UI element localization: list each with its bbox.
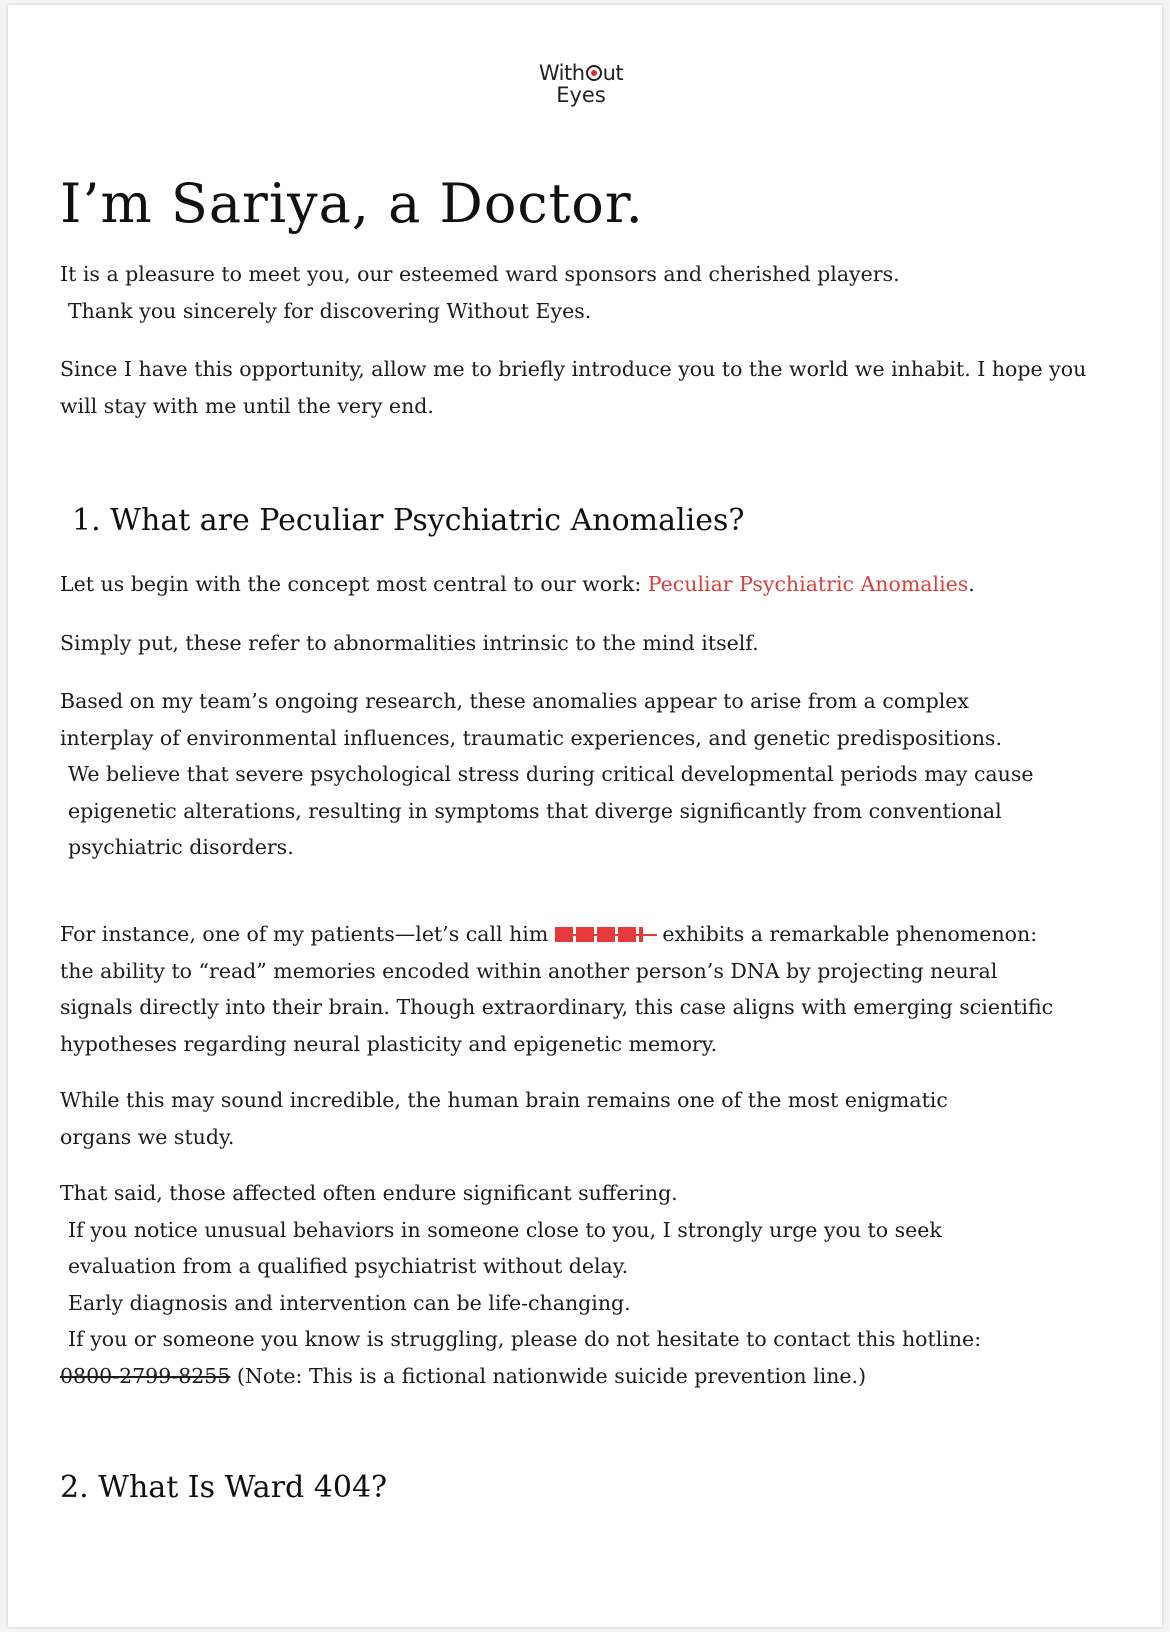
section-1-paragraph-4: For instance, one of my patients—let’s call him exhibits a remarkable phenomenon: the ability to “read” memories encoded within another person’s DNA by projecting neural signals directly into their brain. Though extraordinary, this case aligns with emerging scientific hypotheses regarding neural plasticity and epigenetic memory.: [60, 922, 1054, 1056]
section-2-heading: 2. What Is Ward 404?: [60, 1470, 388, 1505]
intro-line-2: Thank you sincerely for discovering Without Eyes.: [68, 298, 592, 323]
section-1-paragraph-1: Let us begin with the concept most central to our work: Peculiar Psychiatric Anomalies.: [60, 572, 975, 596]
without-eyes-logo: With ut Eyes: [538, 61, 624, 107]
page-title: I’m Sariya, a Doctor.: [60, 172, 644, 235]
intro-line-1: It is a pleasure to meet you, our esteemed ward sponsors and cherished players.: [60, 262, 900, 286]
intro-paragraph-1: [60, 256, 1120, 329]
intro-paragraph-2: Since I have this opportunity, allow me to briefly introduce you to the world we inhabit. I hope you will stay with me until the very end.: [60, 357, 1087, 418]
highlighted-term: Peculiar Psychiatric Anomalies: [647, 572, 969, 596]
section-1-heading: 1. What are Peculiar Psychiatric Anomalies?: [72, 503, 745, 538]
eye-icon: [586, 65, 602, 81]
section-1-paragraph-2: Simply put, these refer to abnormalities intrinsic to the mind itself.: [60, 631, 759, 655]
hotline-number: 0800-2799-8255: [60, 1363, 231, 1388]
section-1-paragraph-6: That said, those affected often endure significant suffering. If you notice unusual behaviors in someone close to you, I strongly urge you to seek evaluation from a qualified psychiatrist without delay. Early diagnosis and intervention can be life-changing. If you or someone you know is struggling, please do not hesitate to contact this hotline: 0800-2799-8255 (Note: This is a fictional nationwide suicide prevention line.): [60, 1181, 982, 1388]
redacted-name: [555, 927, 643, 942]
hotline-note: (Note: This is a fictional nationwide suicide prevention line.): [230, 1363, 867, 1388]
section-1-paragraph-3: Based on my team’s ongoing research, these anomalies appear to arise from a complex interplay of environmental influences, traumatic experiences, and genetic predispositions. We believe that severe psychological stress during critical developmental periods may cause epigenetic alterations, resulting in symptoms that diverge significantly from conventional psychiatric disorders.: [60, 689, 1034, 859]
section-1-paragraph-5: While this may sound incredible, the human brain remains one of the most enigmatic organs we study.: [60, 1088, 948, 1149]
